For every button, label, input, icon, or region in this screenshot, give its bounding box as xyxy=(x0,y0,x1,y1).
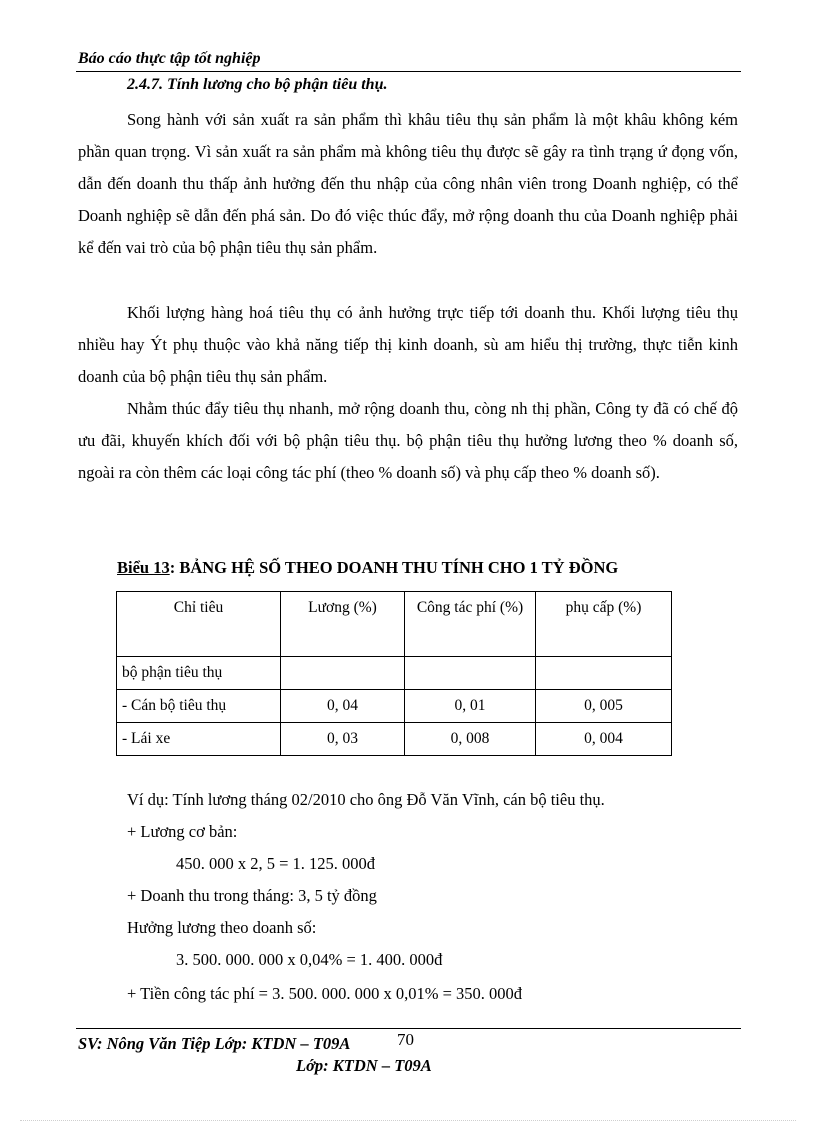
footer-divider xyxy=(76,1028,741,1029)
table-header-row xyxy=(117,592,672,657)
table-caption-label: Biểu 13 xyxy=(117,558,170,577)
footer-class-line: Lớp: KTDN – T09A xyxy=(296,1056,432,1075)
table-caption-text: : BẢNG HỆ SỐ THEO DOANH THU TÍNH CHO 1 TỶ ĐỒNG xyxy=(169,558,619,577)
table-cell: 0, 008 xyxy=(405,723,536,756)
table-cell: - Cán bộ tiêu thụ xyxy=(117,690,281,723)
coefficient-table xyxy=(116,591,672,756)
table-cell: 0, 01 xyxy=(405,690,536,723)
table-cell: 0, 04 xyxy=(281,690,405,723)
section-heading: 2.4.7. Tính lương cho bộ phận tiêu thụ. xyxy=(127,76,388,93)
paragraph-1: Song hành với sản xuất ra sản phẩm thì khâu tiêu thụ sản phẩm là một khâu không kém phần quan trọng. Vì sản xuất ra sản phẩm mà không tiêu thụ được sẽ gây ra tình trạng ứ đọng vốn, dẫn đến doanh thu thấp ảnh hưởng đến thu nhập của công nhân viên trong Doanh nghiệp, có thể Doanh nghiệp sẽ dẫn đến phá sản. Do đó việc thúc đẩy, mở rộng doanh thu của Doanh nghiệp phải kể đến vai trò của bộ phận tiêu thụ sản phẩm. xyxy=(78,110,738,257)
table-cell: - Lái xe xyxy=(117,723,281,756)
example-base-salary-calc: 450. 000 x 2, 5 = 1. 125. 000đ xyxy=(176,854,376,873)
footer-student-line: SV: Nông Văn Tiệp Lớp: KTDN – T09A xyxy=(78,1034,351,1053)
example-revenue-salary-calc: 3. 500. 000. 000 x 0,04% = 1. 400. 000đ xyxy=(176,950,443,969)
table-cell xyxy=(536,657,672,690)
page-bottom-dotted-border xyxy=(20,1120,796,1121)
table-cell: 0, 005 xyxy=(536,690,672,723)
table-header-cell: phụ cấp (%) xyxy=(536,592,672,657)
table-header-cell: Chỉ tiêu xyxy=(117,592,281,657)
example-travel-allowance: + Tiền công tác phí = 3. 500. 000. 000 x 0,01% = 350. 000đ xyxy=(127,984,523,1003)
example-revenue: + Doanh thu trong tháng: 3, 5 tỷ đồng xyxy=(127,886,377,905)
page-number: 70 xyxy=(397,1030,414,1049)
paragraph-2: Khối lượng hàng hoá tiêu thụ có ảnh hưởng trực tiếp tới doanh thu. Khối lượng tiêu thụ nhiều hay Ýt phụ thuộc vào khả năng tiếp thị kinh doanh, sù am hiểu thị trường, thực tiễn kinh doanh của bộ phận tiêu thụ sản phẩm. xyxy=(78,303,738,386)
paragraph-3: Nhằm thúc đẩy tiêu thụ nhanh, mở rộng doanh thu, còng nh thị phần, Công ty đã có chế độ ưu đãi, khuyến khích đối với bộ phận tiêu thụ. bộ phận tiêu thụ hưởng lương theo % doanh số, ngoài ra còn thêm các loại công tác phí (theo % doanh số) và phụ cấp theo % doanh số). xyxy=(78,399,738,482)
header-divider xyxy=(76,71,741,72)
table-cell: 0, 03 xyxy=(281,723,405,756)
table-row xyxy=(117,690,672,723)
report-header-title: Báo cáo thực tập tốt nghiệp xyxy=(78,50,261,67)
table-cell xyxy=(281,657,405,690)
table-cell: bộ phận tiêu thụ xyxy=(117,657,281,690)
example-intro: Ví dụ: Tính lương tháng 02/2010 cho ông Đỗ Văn Vĩnh, cán bộ tiêu thụ. xyxy=(127,790,605,809)
table-row xyxy=(117,657,672,690)
table-header-cell: Lương (%) xyxy=(281,592,405,657)
table-row xyxy=(117,723,672,756)
example-revenue-salary-label: Hưởng lương theo doanh số: xyxy=(127,918,317,937)
table-caption xyxy=(117,558,618,578)
table-cell: 0, 004 xyxy=(536,723,672,756)
example-base-salary-label: + Lương cơ bản: xyxy=(127,822,238,841)
table-cell xyxy=(405,657,536,690)
table-header-cell: Công tác phí (%) xyxy=(405,592,536,657)
